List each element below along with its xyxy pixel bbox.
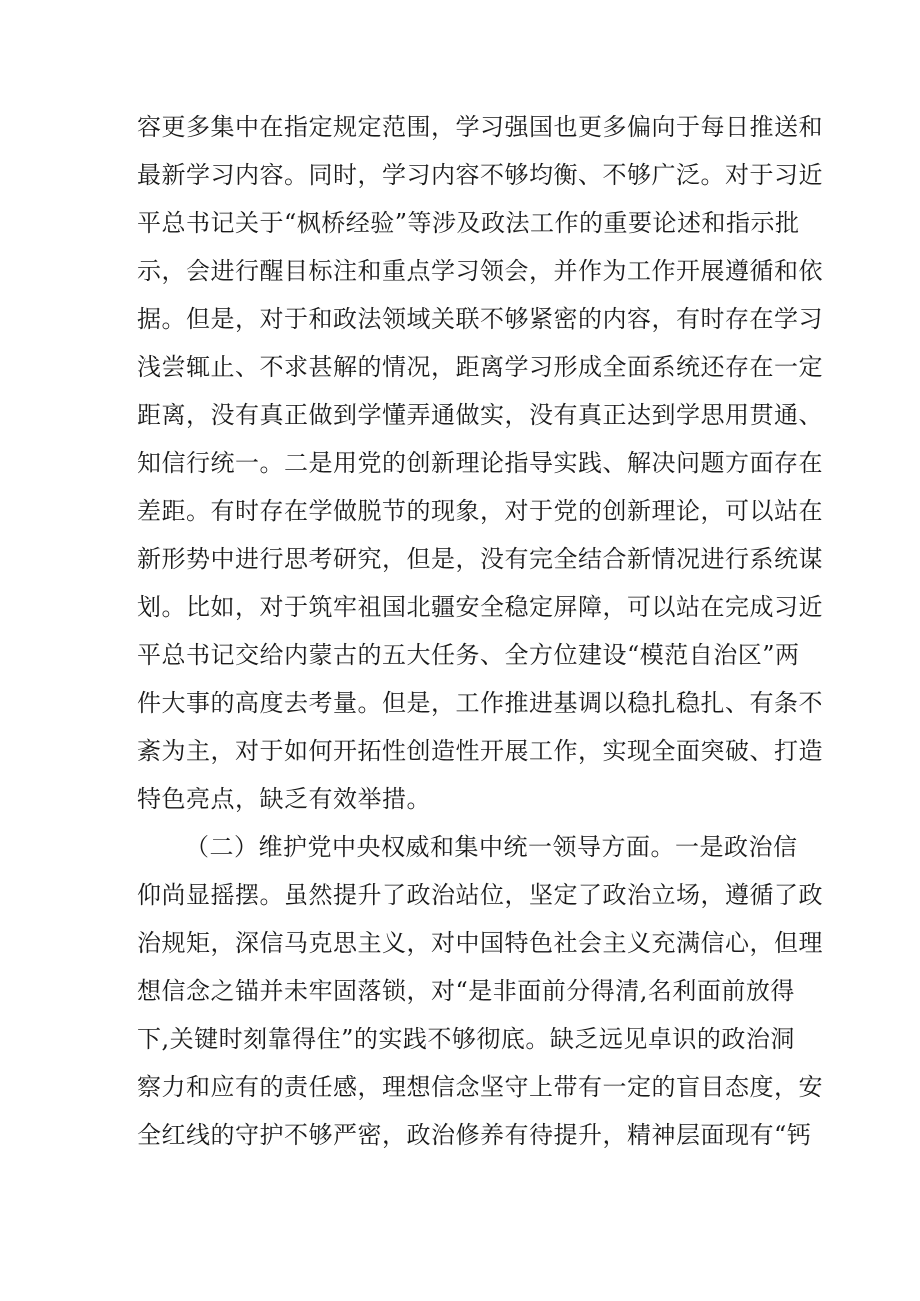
section-heading-line: （二）维护党中央权威和集中统一领导方面。一是政治信	[185, 833, 798, 861]
text-line: 紊为主，对于如何开拓性创造性开展工作，实现全面突破、打造	[137, 737, 823, 765]
text-line: 距离，没有真正做到学懂弄通做实，没有真正达到学思用贯通、	[137, 401, 823, 429]
text-line: 治规矩，深信马克思主义，对中国特色社会主义充满信心，但理	[137, 929, 823, 957]
text-line: 新形势中进行思考研究，但是，没有完全结合新情况进行系统谋	[137, 545, 823, 573]
text-line: 知信行统一。二是用党的创新理论指导实践、解决问题方面存在	[137, 449, 823, 477]
text-line: 仰尚显摇摆。虽然提升了政治站位，坚定了政治立场，遵循了政	[137, 881, 823, 909]
text-line: 下,关键时刻靠得住”的实践不够彻底。缺乏远见卓识的政治洞	[137, 1025, 795, 1053]
text-line: 特色亮点，缺乏有效举措。	[137, 785, 431, 813]
text-line: 差距。有时存在学做脱节的现象，对于党的创新理论，可以站在	[137, 497, 823, 525]
text-line: 容更多集中在指定规定范围，学习强国也更多偏向于每日推送和	[137, 113, 823, 141]
text-line: 据。但是，对于和政法领域关联不够紧密的内容，有时存在学习	[137, 305, 823, 333]
text-line: 浅尝辄止、不求甚解的情况，距离学习形成全面系统还存在一定	[137, 353, 823, 381]
text-line: 最新学习内容。同时，学习内容不够均衡、不够广泛。对于习近	[137, 161, 823, 189]
text-line: 察力和应有的责任感，理想信念坚守上带有一定的盲目态度，安	[137, 1073, 823, 1101]
text-line: 平总书记关于“枫桥经验”等涉及政法工作的重要论述和指示批	[137, 209, 800, 237]
text-line: 想信念之锚并未牢固落锁，对“是非面前分得清,名利面前放得	[137, 977, 795, 1005]
text-line: 平总书记交给内蒙古的五大任务、全方位建设“模范自治区”两	[137, 641, 800, 669]
text-line: 全红线的守护不够严密，政治修养有待提升，精神层面现有“钙	[137, 1121, 812, 1149]
body-text	[137, 103, 823, 1159]
text-line: 示，会进行醒目标注和重点学习领会，并作为工作开展遵循和依	[137, 257, 823, 285]
text-line: 划。比如，对于筑牢祖国北疆安全稳定屏障，可以站在完成习近	[137, 593, 823, 621]
text-line: 件大事的高度去考量。但是，工作推进基调以稳扎稳扎、有条不	[137, 689, 823, 717]
